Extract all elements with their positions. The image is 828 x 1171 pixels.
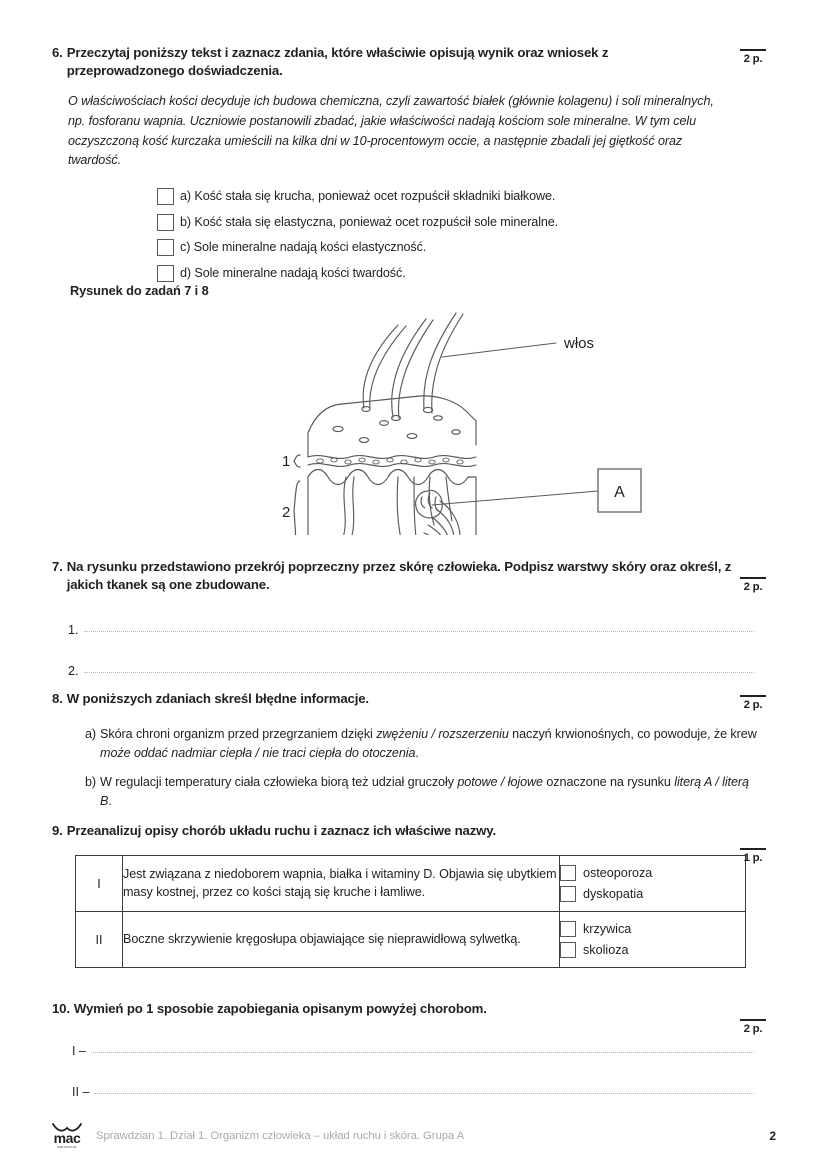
mac-logo (52, 1123, 82, 1149)
row-2-choice-2[interactable] (560, 942, 745, 958)
row-1-choice-2-label: dyskopatia (583, 886, 644, 901)
option-label-b: b) Kość stała się elastyczna, ponieważ ocet rozpuścił sole mineralne. (180, 214, 559, 229)
row-1-choices (560, 856, 746, 912)
row-2-choice-2-label: skolioza (583, 942, 629, 957)
points-marker-q6: 2 p. (730, 44, 776, 65)
label-box-a-text: A (614, 484, 625, 501)
row-2-choice-1-label: krzywica (583, 921, 632, 936)
item-b-label: b) (85, 775, 97, 790)
row-1-choice-1-label: osteoporoza (583, 865, 653, 880)
option-label-c: c) Sole mineralne nadają kości elastyczność. (180, 240, 427, 255)
callout-label-hair: włos (564, 335, 595, 352)
row-2-description: Boczne skrzywienie kręgosłupa objawiające się nieprawidłową sylwetką. (123, 912, 560, 968)
question-8-item-a (85, 725, 761, 762)
mac-logo-word: mac (53, 1129, 81, 1146)
answer-line-1-label: 1. (68, 623, 79, 638)
row-2-choices (560, 912, 746, 968)
mac-logo-sub: EDUKACJA (57, 1144, 77, 1149)
checkbox-dyskopatia[interactable] (560, 886, 576, 902)
question-8 (52, 690, 776, 811)
question-6 (52, 44, 776, 290)
table-row-2 (76, 912, 746, 968)
question-prompt-10: Wymień po 1 sposobie zapobiegania opisanym powyżej chorobom. (73, 1001, 487, 1016)
option-label-d: d) Sole mineralne nadają kości twardość. (180, 265, 406, 280)
answer-line-i-label: I – (72, 1044, 87, 1059)
answer-line-2-field[interactable] (84, 672, 754, 673)
question-prompt-8: W poniższych zdaniach skreśl błędne informacje. (66, 691, 369, 706)
points-marker-q8: 2 p. (730, 690, 776, 711)
option-row-a[interactable] (157, 188, 776, 205)
row-1-roman: I (76, 856, 123, 912)
points-marker-q10: 2 p. (730, 1014, 776, 1035)
footer-title: Sprawdzian 1. Dział 1. Organizm człowieka – układ ruchu i skóra. Grupa A (96, 1130, 465, 1142)
question-6-options (157, 188, 776, 282)
figure-block (70, 283, 770, 521)
answer-line-ii-field[interactable] (95, 1093, 754, 1094)
answer-line-2[interactable] (68, 664, 754, 678)
question-prompt-7: Na rysunku przedstawiono przekrój poprzeczny przez skórę człowieka. Podpisz warstwy skóry oraz określ, z jakich tkanek są one zbudowane. (66, 559, 732, 593)
page-footer (52, 1119, 776, 1153)
answer-line-i[interactable] (72, 1044, 754, 1058)
layer-number-2: 2 (282, 504, 291, 521)
row-2-choice-1[interactable] (560, 921, 745, 937)
question-9 (52, 822, 776, 968)
question-number-6: 6. (52, 45, 63, 60)
answer-line-2-label: 2. (68, 664, 79, 679)
checkbox-b[interactable] (157, 214, 174, 231)
item-a-label: a) (85, 727, 97, 742)
item-a-text: Skóra chroni organizm przed przegrzaniem dzięki zwężeniu / rozszerzeniu naczyń krwionośnych, co powoduje, że krew może oddać nadmiar ciepła / nie traci ciepła do otoczenia. (100, 727, 757, 760)
checkbox-krzywica[interactable] (560, 921, 576, 937)
page-number: 2 (769, 1129, 776, 1143)
question-number-9: 9. (52, 823, 63, 838)
points-marker-q9: 1 p. (730, 843, 776, 864)
figure-heading: Rysunek do zadań 7 i 8 (70, 283, 209, 298)
question-number-10: 10. (52, 1001, 70, 1016)
points-marker-q7: 2 p. (730, 572, 776, 593)
row-1-choice-1[interactable] (560, 865, 745, 881)
question-8-item-b (85, 773, 761, 810)
checkbox-a[interactable] (157, 188, 174, 205)
answer-line-ii-label: II – (72, 1085, 90, 1100)
question-10 (52, 1000, 776, 1099)
question-6-passage: O właściwościach kości decyduje ich budowa chemiczna, czyli zawartość białek (głównie kolagenu) i soli mineralnych, np. fosforanu wapnia. Uczniowie postanowili zbadać, jakie właściwości nadają kościom sole mineralne. W tym celu oczyszczoną kość kurczaka umieścili na kilka dni w 10-procentowym occie, a następnie zbadali jej giętkość oraz twardość. (68, 94, 714, 168)
checkbox-skolioza[interactable] (560, 942, 576, 958)
answer-line-i-field[interactable] (91, 1052, 754, 1053)
row-2-roman: II (76, 912, 123, 968)
question-7 (52, 558, 776, 678)
checkbox-osteoporoza[interactable] (560, 865, 576, 881)
checkbox-d[interactable] (157, 265, 174, 282)
answer-line-1-field[interactable] (84, 631, 754, 632)
question-number-8: 8. (52, 691, 63, 706)
diseases-table (75, 855, 746, 968)
question-prompt-6: Przeczytaj poniższy tekst i zaznacz zdania, które właściwie opisują wynik oraz wniosek z przeprowadzonego doświadczenia. (66, 45, 609, 79)
item-b-text: W regulacji temperatury ciała człowieka biorą też udział gruczoły potowe / łojowe oznaczone na rysunku literą A / literą B. (100, 775, 749, 809)
answer-line-1[interactable] (68, 623, 754, 637)
row-1-choice-2[interactable] (560, 886, 745, 902)
question-number-7: 7. (52, 559, 63, 574)
option-row-b[interactable] (157, 214, 776, 231)
option-row-d[interactable] (157, 265, 776, 282)
layer-number-1: 1 (282, 453, 291, 470)
table-row-1 (76, 856, 746, 912)
checkbox-c[interactable] (157, 239, 174, 256)
option-label-a: a) Kość stała się krucha, ponieważ ocet rozpuścił składniki białkowe. (180, 189, 556, 204)
option-row-c[interactable] (157, 239, 776, 256)
row-1-description: Jest związana z niedoborem wapnia, białka i witaminy D. Objawia się ubytkiem masy kostnej, przez co kości stają się kruche i łamliwe. (123, 856, 560, 912)
skin-cross-section-diagram (280, 305, 780, 535)
answer-line-ii[interactable] (72, 1085, 754, 1099)
question-prompt-9: Przeanalizuj opisy chorób układu ruchu i zaznacz ich właściwe nazwy. (66, 823, 496, 838)
